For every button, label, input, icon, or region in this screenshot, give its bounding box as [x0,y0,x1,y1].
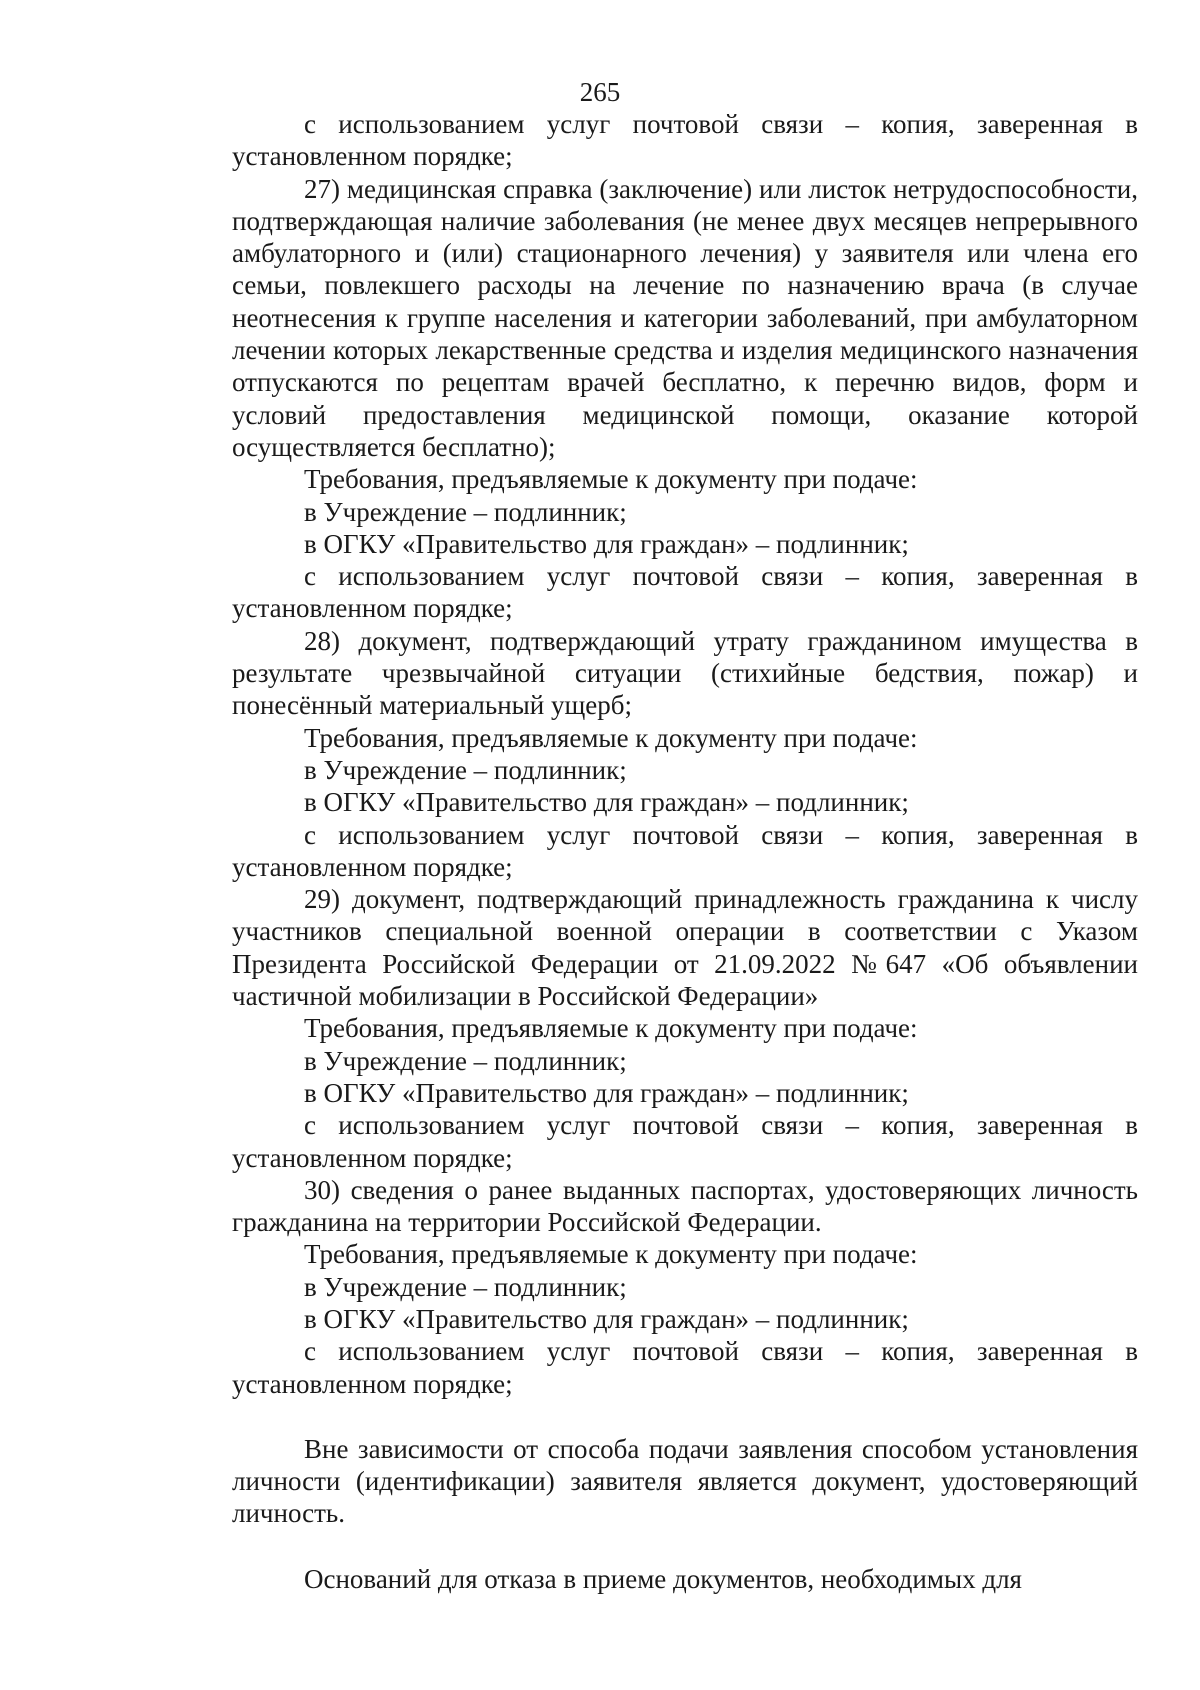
paragraph-ogku-original: в ОГКУ «Правительство для граждан» – подлинник; [304,1303,909,1334]
paragraph-refusal-grounds: Оснований для отказа в приеме документов, необходимых для [304,1563,1022,1594]
paragraph-postal-copy: с использованием услуг почтовой связи – копия, заверенная в установленном порядке; [232,1336,1138,1399]
paragraph-postal-copy: с использованием услуг почтовой связи – копия, заверенная в установленном порядке; [232,1110,1138,1173]
paragraph-institution-original: в Учреждение – подлинник; [304,496,627,527]
paragraph-item-27: 27) медицинская справка (заключение) или листок нетрудоспособности, подтверждающая наличие заболевания (не менее двух месяцев непрерывного амбулаторного и (или) стационарного лечения) у заявителя или члена его семьи, повлекшего расходы на лечение по назначению врача (в случае неотнесения к группе населения и категории заболеваний, при амбулаторном лечении которых лекарственные средства и изделия медицинского назначения отпускаются по рецептам врачей бесплатно, к перечню видов, форм и условий предоставления медицинской помощи, оказание которой осуществляется бесплатно); [232,173,1138,462]
page-number: 265 [579,77,621,107]
paragraph-ogku-original: в ОГКУ «Правительство для граждан» – подлинник; [304,787,909,818]
paragraph-item-30: 30) сведения о ранее выданных паспортах, удостоверяющих личность гражданина на территории Российской Федерации. [232,1174,1138,1238]
paragraph-postal-copy: с использованием услуг почтовой связи – копия, заверенная в установленном порядке; [232,561,1138,624]
paragraph-requirements: Требования, предъявляемые к документу при подаче: [304,1239,918,1270]
paragraph-postal-copy: с использованием услуг почтовой связи – копия, заверенная в установленном порядке; [232,819,1138,882]
paragraph-item-29: 29) документ, подтверждающий принадлежность гражданина к числу участников специальной военной операции в соответствии с Указом Президента Российской Федерации от 21.09.2022 №647 «Об объявлении частичной мобилизации в Российской Федерации» [232,884,1138,1012]
paragraph-institution-original: в Учреждение – подлинник; [304,1271,627,1302]
document-body [232,108,1138,1595]
paragraph-postal-copy: с использованием услуг почтовой связи – копия, заверенная в установленном порядке; [232,109,1138,172]
paragraph-identification: Вне зависимости от способа подачи заявления способом установления личности (идентификации) заявителя является документ, удостоверяющий личность. [232,1433,1138,1529]
paragraph-item-28: 28) документ, подтверждающий утрату гражданином имущества в результате чрезвычайной ситуации (стихийные бедствия, пожар) и понесённый материальный ущерб; [232,625,1138,721]
paragraph-ogku-original: в ОГКУ «Правительство для граждан» – подлинник; [304,1077,909,1108]
paragraph-requirements: Требования, предъявляемые к документу при подаче: [304,464,918,495]
paragraph-institution-original: в Учреждение – подлинник; [304,754,627,785]
paragraph-institution-original: в Учреждение – подлинник; [304,1045,627,1076]
paragraph-requirements: Требования, предъявляемые к документу при подаче: [304,722,918,753]
paragraph-requirements: Требования, предъявляемые к документу при подаче: [304,1013,918,1044]
paragraph-ogku-original: в ОГКУ «Правительство для граждан» – подлинник; [304,528,909,559]
